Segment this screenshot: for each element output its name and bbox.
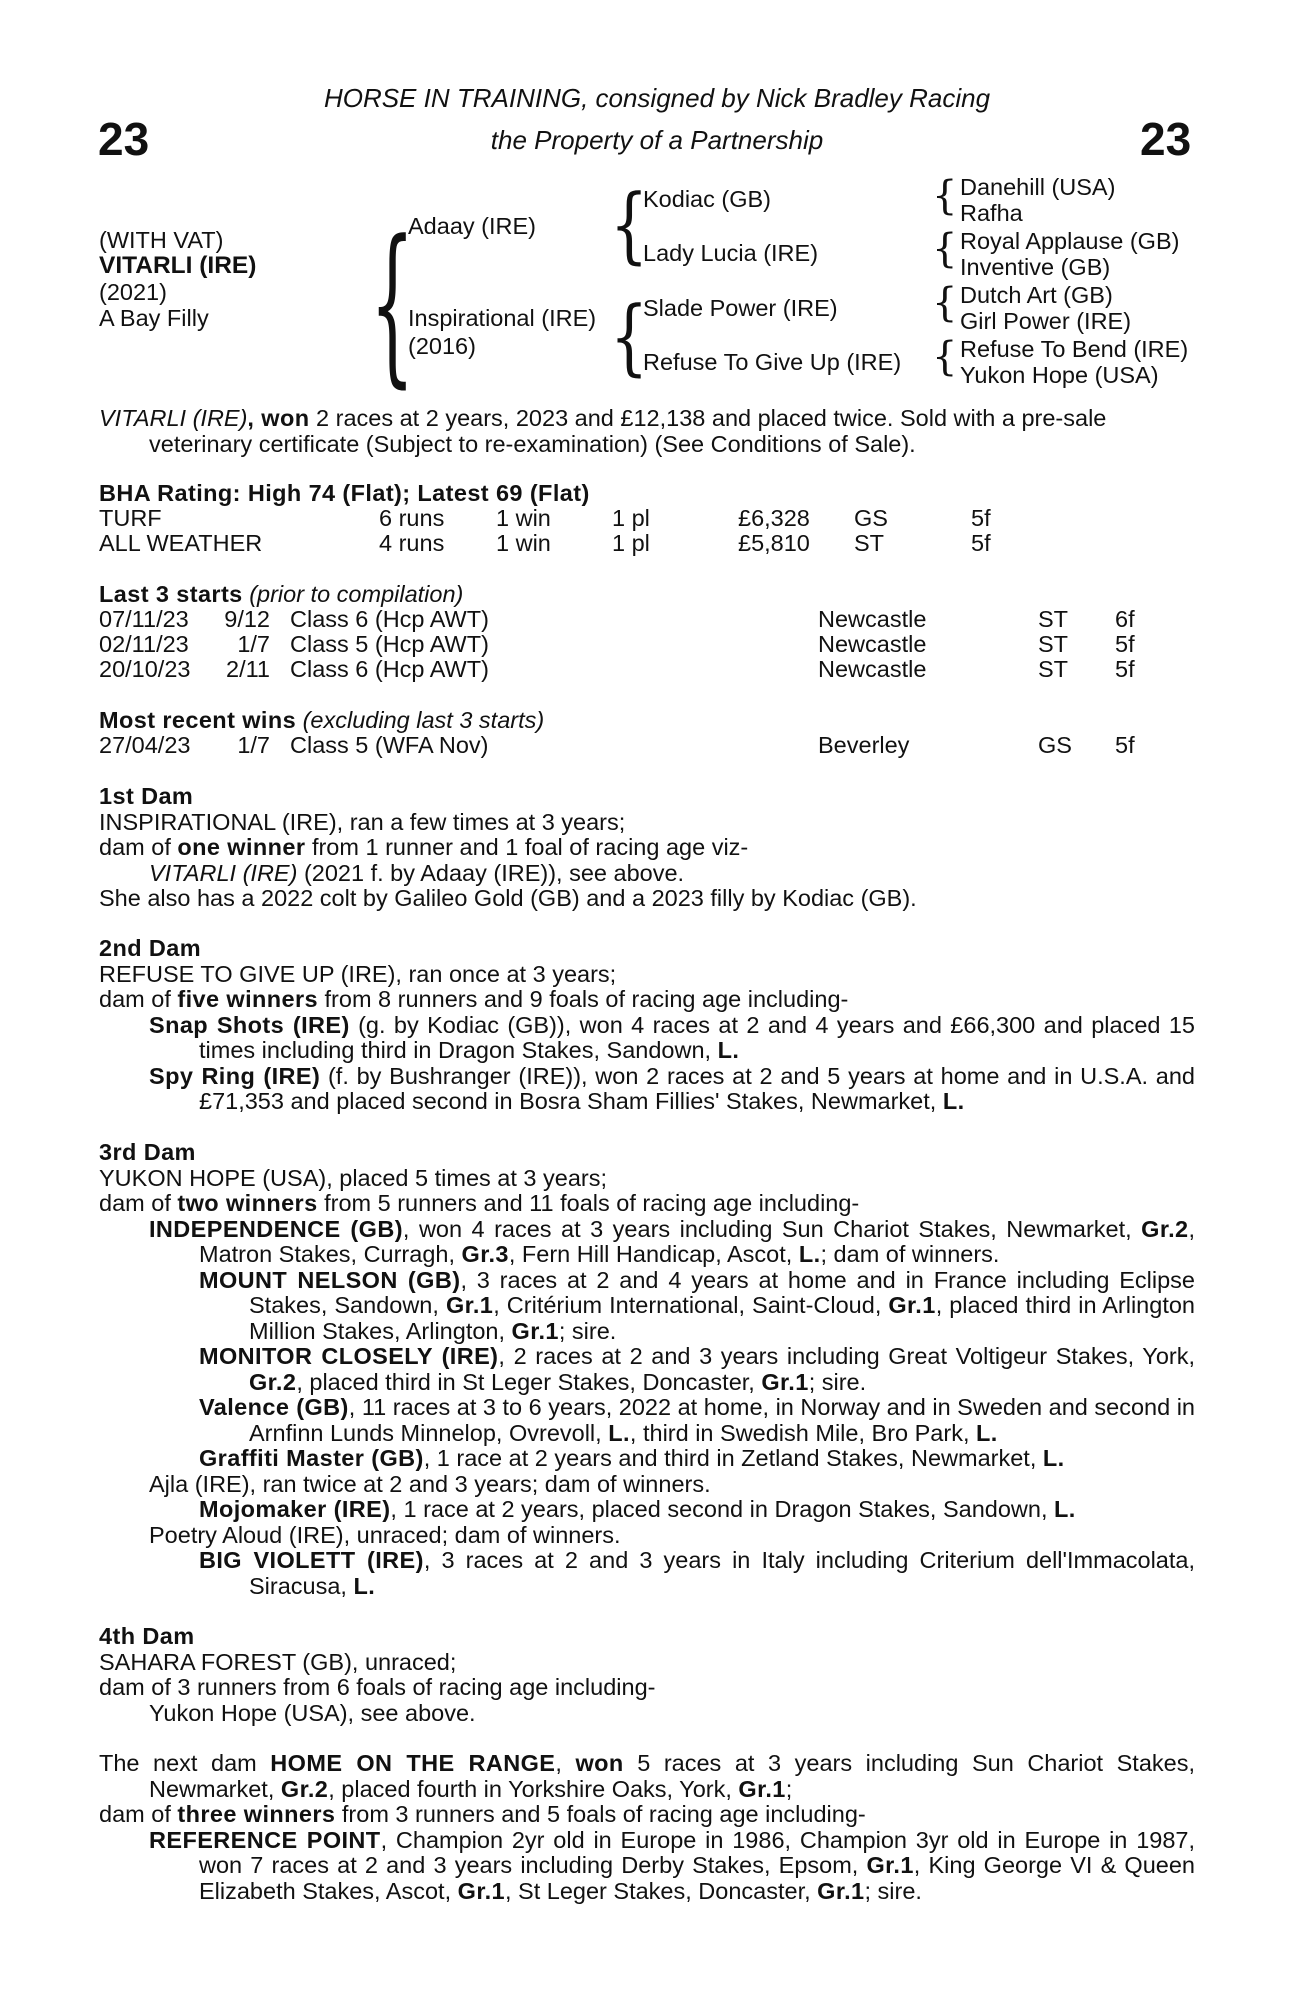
start-going: ST — [1038, 606, 1069, 632]
dam-year: (2016) — [408, 333, 476, 359]
rating-pl: 1 pl — [612, 505, 650, 531]
next-dam-section: The next dam HOME ON THE RANGE, won 5 races at 3 years including Sun Chariot Stakes, Newmarket, Gr.2, placed fourth in Yorkshire Oaks, York, Gr.1; dam of three winners from 3 runners and 5 foals of racing age including- REFERENCE POINT, Champion 2yr old in Europe in 1986, Champion 3yr old in Europe in 1987, won 7 races at 2 and 3 years including Derby Stakes, Epsom, Gr.1, King George VI & Queen Elizabeth Stakes, Ascot, Gr.1, St Leger Stakes, Doncaster, Gr.1; sire. — [99, 1750, 1196, 1904]
horse-name: VITARLI (IRE) — [99, 252, 257, 279]
first-dam-title: 1st Dam — [99, 783, 194, 809]
fourth-dam-line-3: Yukon Hope (USA), see above. — [149, 1699, 476, 1726]
summary-name: VITARLI (IRE) — [99, 405, 248, 431]
first-dam-line-1: INSPIRATIONAL (IRE), ran a few times at 3 years; — [99, 808, 626, 835]
win-dist: 5f — [1115, 732, 1135, 758]
start-course: Newcastle — [818, 631, 927, 657]
rating-dist: 5f — [971, 505, 991, 531]
gg-2: Rafha — [960, 200, 1023, 226]
last3-note: (prior to compilation) — [249, 581, 464, 607]
start-race: Class 6 (Hcp AWT) — [290, 656, 489, 682]
dam-dam: Refuse To Give Up (IRE) — [643, 349, 902, 375]
fourth-dam-section — [99, 1624, 1195, 1726]
rating-runs: 6 runs — [379, 505, 445, 531]
first-dam-line-4: She also has a 2022 colt by Galileo Gold (GB) and a 2023 filly by Kodiac (GB). — [99, 885, 917, 911]
next-dam-line: The next dam HOME ON THE RANGE, won 5 races at 3 years including Sun Chariot Stakes, Newmarket, Gr.2, placed fourth in Yorkshire Oaks, York, Gr.1; — [99, 1750, 1196, 1802]
lot-number-left: 23 — [98, 113, 150, 165]
start-dist: 6f — [1115, 606, 1135, 632]
summary-text-2: veterinary certificate (Subject to re-examination) (See Conditions of Sale). — [149, 430, 916, 457]
gg-7: Refuse To Bend (IRE) — [960, 336, 1189, 362]
sire-sire: Kodiac (GB) — [643, 186, 771, 212]
rating-dist: 5f — [971, 530, 991, 556]
first-dam-section: 1st Dam INSPIRATIONAL (IRE), ran a few times at 3 years; dam of one winner from 1 runner and 1 foal of racing age viz- VITARLI (IRE) (2021 f. by Adaay (IRE)), see above. She also has a 2022 colt by Galileo Gold (GB) and a 2023 filly by Kodiac (GB). — [99, 784, 1195, 912]
lot-number-right: 23 — [1140, 113, 1192, 165]
dam-brace: { — [610, 289, 649, 386]
dam: Inspirational (IRE) — [408, 305, 597, 331]
reference-point-entry: REFERENCE POINT, Champion 2yr old in Europe in 1986, Champion 3yr old in Europe in 1987, won 7 races at 2 and 3 years including Derby Stakes, Epsom, Gr.1, King George VI & Queen Elizabeth Stakes, Ascot, Gr.1, St Leger Stakes, Doncaster, Gr.1; sire. — [149, 1826, 1195, 1904]
last3-title: Last 3 starts — [99, 581, 243, 607]
gg-6: Girl Power (IRE) — [960, 308, 1132, 334]
sire: Adaay (IRE) — [408, 213, 536, 239]
win-course: Beverley — [818, 732, 910, 758]
start-dist: 5f — [1115, 656, 1135, 682]
third-dam-line-1: YUKON HOPE (USA), placed 5 times at 3 years; — [99, 1164, 608, 1191]
second-dam-section: 2nd Dam REFUSE TO GIVE UP (IRE), ran once at 3 years; dam of five winners from 8 runners and 9 foals of racing age including- Snap Shots (IRE) (g. by Kodiac (GB)), won 4 races at 2 and 4 years and £66,300 and placed 15 times including third in Dragon Stakes, Sandown, L. Spy Ring (IRE) (f. by Bushranger (IRE)), won 2 races at 2 and 5 years at home and in U.S.A. and £71,353 and placed second in Bosra Sham Fillies' Stakes, Newmarket, L. — [99, 935, 1195, 1114]
win-pos: 1/7 — [237, 732, 270, 758]
second-dam-line-1: REFUSE TO GIVE UP (IRE), ran once at 3 years; — [99, 960, 617, 987]
start-date: 20/10/23 — [99, 656, 191, 682]
rating-going: ST — [854, 530, 885, 556]
gg-5: Dutch Art (GB) — [960, 282, 1113, 308]
win-race: Class 5 (WFA Nov) — [290, 732, 489, 758]
rating-wins: 1 win — [496, 530, 551, 556]
sire-brace: { — [610, 177, 649, 274]
dam-sire: Slade Power (IRE) — [643, 295, 838, 321]
win-date: 27/04/23 — [99, 732, 191, 758]
start-date: 02/11/23 — [99, 631, 189, 657]
recent-wins-note: (excluding last 3 starts) — [302, 707, 545, 733]
rating-title: BHA Rating: High 74 (Flat); Latest 69 (Flat) — [99, 480, 590, 506]
start-race: Class 5 (Hcp AWT) — [290, 631, 489, 657]
recent-wins-heading — [99, 708, 544, 734]
graffiti-master-entry: Graffiti Master (GB), 1 race at 2 years and third in Zetland Stakes, Newmarket, L. — [199, 1445, 1065, 1471]
pedigree-brace-main: { — [370, 203, 415, 405]
gg-1: Danehill (USA) — [960, 174, 1116, 200]
rating-runs: 4 runs — [379, 530, 445, 556]
gg-8: Yukon Hope (USA) — [960, 362, 1159, 388]
second-dam-title: 2nd Dam — [99, 935, 202, 961]
g-brace-2: { — [932, 226, 958, 272]
start-course: Newcastle — [818, 606, 927, 632]
horse-year: (2021) — [99, 279, 167, 305]
start-going: ST — [1038, 656, 1069, 682]
big-violett-entry: BIG VIOLETT (IRE), 3 races at 2 and 3 years in Italy including Criterium dell'Immacolata, Siracusa, L. — [199, 1547, 1195, 1599]
start-pos: 1/7 — [237, 631, 270, 657]
g-brace-3: { — [932, 280, 958, 326]
independence-entry: INDEPENDENCE (GB), won 4 races at 3 years including Sun Chariot Stakes, Newmarket, Gr.2, Matron Stakes, Curragh, Gr.3, Fern Hill Handicap, Ascot, L.; dam of winners. — [149, 1215, 1195, 1267]
second-dam-entry-1: Snap Shots (IRE) (g. by Kodiac (GB)), won 4 races at 2 and 4 years and £66,300 and placed 15 times including third in Dragon Stakes, Sandown, L. — [149, 1011, 1195, 1063]
third-dam-section: 3rd Dam YUKON HOPE (USA), placed 5 times at 3 years; dam of two winners from 5 runners and 11 foals of racing age including- INDEPENDENCE (GB), won 4 races at 3 years including Sun Chariot Stakes, Newmarket, Gr.2, Matron Stakes, Curragh, Gr.3, Fern Hill Handicap, Ascot, L.; dam of winners. MOUNT NELSON (GB), 3 races at 2 and 4 years at home and in France including Eclipse Stakes, Sandown, Gr.1, Critérium International, Saint-Cloud, Gr.1, placed third in Arlington Million Stakes, Arlington, Gr.1; sire. MONITOR CLOSELY (IRE), 2 races at 2 and 3 years including Great Voltigeur Stakes, York, Gr.2, placed third in St Leger Stakes, Doncaster, Gr.1; sire. Valence (GB), 11 races at 3 to 6 years, 2022 at home, in Norway and in Sweden and second in Arnfinn Lunds Minnelop, Ovrevoll, L., third in Swedish Mile, Bro Park, L. Graffiti Master (GB), 1 race at 2 years and third in Zetland Stakes, Newmarket, L. Ajla (IRE), ran twice at 2 and 3 years; dam of winners. Mojomaker (IRE), 1 race at 2 years, placed second in Dragon Stakes, Sandown, L. Poetry Aloud (IRE), unraced; dam of winners. BIG VIOLETT (IRE), 3 races at 2 and 3 years in Italy including Criterium dell'Immacolata, Siracusa, L. — [99, 1139, 1195, 1599]
start-pos: 2/11 — [226, 656, 270, 682]
last3-heading — [99, 582, 463, 608]
start-dist: 5f — [1115, 631, 1135, 657]
summary-won: won — [261, 405, 310, 431]
fourth-dam-line-2: dam of 3 runners from 6 foals of racing age including- — [99, 1674, 656, 1700]
gg-4: Inventive (GB) — [960, 254, 1111, 280]
g-brace-1: { — [932, 173, 958, 219]
mount-nelson-entry: MOUNT NELSON (GB), 3 races at 2 and 4 years at home and in France including Eclipse Stakes, Sandown, Gr.1, Critérium International, Saint-Cloud, Gr.1, placed third in Arlington Million Stakes, Arlington, Gr.1; sire. — [199, 1266, 1195, 1344]
start-date: 07/11/23 — [99, 606, 189, 632]
rating-surface: ALL WEATHER — [99, 530, 263, 556]
rating-prize: £5,810 — [738, 530, 810, 556]
third-dam-title: 3rd Dam — [99, 1139, 196, 1165]
summary: VITARLI (IRE), won 2 races at 2 years, 2023 and £12,138 and placed twice. Sold with a pre-sale veterinary certificate (Subject to re-examination) (See Conditions of Sale). — [99, 405, 1107, 457]
summary-text-1: 2 races at 2 years, 2023 and £12,138 and placed twice. Sold with a pre-sale — [309, 405, 1107, 431]
win-going: GS — [1038, 732, 1072, 758]
monitor-closely-entry: MONITOR CLOSELY (IRE), 2 races at 2 and 3 years including Great Voltigeur Stakes, York, Gr.2, placed third in St Leger Stakes, Doncaster, Gr.1; sire. — [199, 1343, 1195, 1395]
rating-wins: 1 win — [496, 505, 551, 531]
horse-description: A Bay Filly — [99, 305, 209, 331]
start-pos: 9/12 — [224, 606, 270, 632]
start-race: Class 6 (Hcp AWT) — [290, 606, 489, 632]
ajla-entry: Ajla (IRE), ran twice at 2 and 3 years; dam of winners. — [149, 1470, 711, 1497]
rating-prize: £6,328 — [738, 505, 810, 531]
g-brace-4: { — [932, 334, 958, 380]
sire-dam: Lady Lucia (IRE) — [643, 240, 819, 266]
start-going: ST — [1038, 631, 1069, 657]
rating-pl: 1 pl — [612, 530, 650, 556]
rating-going: GS — [854, 505, 888, 531]
consignor-line: HORSE IN TRAINING, consigned by Nick Bradley Racing — [323, 83, 991, 113]
valence-entry: Valence (GB), 11 races at 3 to 6 years, 2022 at home, in Norway and in Sweden and second in Arnfinn Lunds Minnelop, Ovrevoll, L., third in Swedish Mile, Bro Park, L. — [199, 1394, 1195, 1446]
mojomaker-entry: Mojomaker (IRE), 1 race at 2 years, placed second in Dragon Stakes, Sandown, L. — [199, 1496, 1076, 1522]
vat-label: (WITH VAT) — [99, 227, 224, 253]
fourth-dam-line-1: SAHARA FOREST (GB), unraced; — [99, 1648, 457, 1675]
property-line: the Property of a Partnership — [490, 125, 824, 155]
rating-surface: TURF — [99, 505, 162, 531]
second-dam-entry-2: Spy Ring (IRE) (f. by Bushranger (IRE)), won 2 races at 2 and 5 years at home and in U.S.A. and £71,353 and placed second in Bosra Sham Fillies' Stakes, Newmarket, L. — [149, 1062, 1195, 1114]
start-course: Newcastle — [818, 656, 927, 682]
recent-wins-title: Most recent wins — [99, 707, 297, 733]
poetry-aloud-entry: Poetry Aloud (IRE), unraced; dam of winners. — [149, 1521, 621, 1548]
fourth-dam-title: 4th Dam — [99, 1623, 195, 1649]
gg-3: Royal Applause (GB) — [960, 228, 1180, 254]
